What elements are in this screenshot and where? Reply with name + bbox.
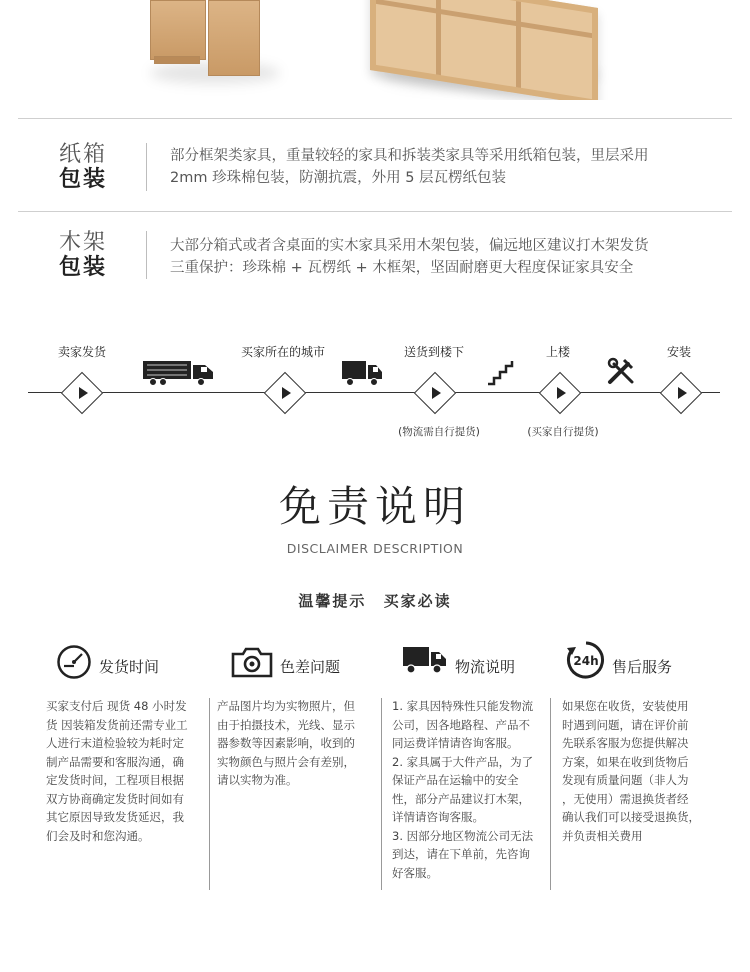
step-seller-ship: 卖家发货 xyxy=(57,345,106,359)
delivery-truck-icon xyxy=(403,645,447,675)
text-line: 产品图片均为实物照片，但 xyxy=(217,699,355,713)
text-line: 们会及时和您沟通。 xyxy=(46,828,150,843)
tools-icon xyxy=(606,356,636,386)
text-line: 由于拍摄技术，光线、显示 xyxy=(217,717,355,732)
column-heading-shipping-time: 发货时间 xyxy=(99,658,160,676)
reminder-text: 温馨提示 买家必读 xyxy=(298,592,452,610)
text-line: 制产品需要和客服沟通，确 xyxy=(46,754,184,769)
stairs-icon xyxy=(486,360,516,386)
play-icon xyxy=(79,387,88,399)
text-line: 如果您在收货，安装使用 xyxy=(562,699,689,713)
disclaimer-subtitle: DISCLAIMER DESCRIPTION xyxy=(286,541,464,556)
divider-line xyxy=(18,211,732,212)
wood-packing-description xyxy=(170,235,718,279)
clock-icon xyxy=(56,644,92,680)
24h-service-icon xyxy=(566,640,606,680)
text-line: 请以实物为准。 xyxy=(217,773,298,787)
text-line: 公司，因各地路程、产品不 xyxy=(392,717,530,732)
text-line: 确认我们可以接受退换货， xyxy=(562,810,700,824)
wood-title-line1: 木架 xyxy=(58,230,107,255)
column-heading-logistics: 物流说明 xyxy=(455,658,516,676)
text-line: 2. 家具属于大件产品，为了 xyxy=(392,754,534,769)
play-icon xyxy=(678,387,687,399)
text-line: 保证产品在运输中的安全 xyxy=(392,773,519,787)
carton-title-line2: 包装 xyxy=(58,167,107,192)
step-buyer-city: 买家所在的城市 xyxy=(240,345,325,359)
play-icon xyxy=(432,387,441,399)
text-line: 双方协商确定发货时间如有 xyxy=(46,791,184,806)
wood-frame-packing-title xyxy=(50,230,116,280)
text-line: 方案，如果在收到货物后 xyxy=(562,754,689,769)
text-line: 到达，请在下单前，先咨询 xyxy=(392,847,530,861)
text-line: 货 因装箱发货前还需专业工 xyxy=(46,717,188,732)
24h-label: 24h xyxy=(573,654,599,668)
step-downstairs-delivery: 送货到楼下 xyxy=(403,345,464,359)
camera-icon xyxy=(231,646,273,678)
text-line: 1. 家具因特殊性只能发物流 xyxy=(392,699,534,713)
packaging-photo xyxy=(0,0,750,100)
step-upstairs: 上楼 xyxy=(545,345,570,359)
text-line: 好客服。 xyxy=(392,865,438,880)
text-line: 发现有质量问题（非人为 xyxy=(562,773,689,787)
carton-packing-title xyxy=(50,142,116,192)
text-line: 器参数等因素影响，收到的 xyxy=(217,736,355,750)
text-line: ，无使用）需退换货者经 xyxy=(562,791,689,806)
logistics-text xyxy=(392,697,550,882)
note-buyer-pickup: (买家自行提货) xyxy=(527,426,599,438)
text-line: 先联系客服为您提供解决 xyxy=(562,736,689,750)
disclaimer-title: 免责说明 xyxy=(278,482,471,531)
column-heading-color-difference: 色差问题 xyxy=(280,658,341,676)
wood-title-line2: 包装 xyxy=(58,255,107,280)
color-difference-text xyxy=(217,697,375,790)
after-sales-text xyxy=(562,697,722,845)
column-divider xyxy=(550,698,551,890)
timeline-line xyxy=(28,392,720,393)
text-line: 并负责相关费用 xyxy=(562,828,643,843)
column-divider xyxy=(381,698,382,890)
text-line: 性，部分产品建议打木架， xyxy=(392,791,530,806)
text-line: 买家支付后 现货 48 小时发 xyxy=(46,699,187,713)
text-line: 实物颜色与照片会有差别， xyxy=(217,754,355,769)
text-line: 定发货时间，工程项目根据 xyxy=(46,773,184,787)
text-line: 同运费详情请咨询客服。 xyxy=(392,736,519,750)
wood-desc-line: 大部分箱式或者含桌面的实木家具采用木架包装，偏远地区建议打木架发货 xyxy=(170,238,649,254)
note-logistics-pickup: (物流需自行提货) xyxy=(398,426,480,438)
shipping-time-text xyxy=(46,697,204,845)
vertical-divider xyxy=(146,143,147,191)
text-line: 其它原因导致发货延迟，我 xyxy=(46,810,184,824)
van-icon xyxy=(342,359,384,387)
play-icon xyxy=(557,387,566,399)
wood-desc-line: 三重保护：珍珠棉 + 瓦楞纸 + 木框架，坚固耐磨更大程度保证家具安全 xyxy=(170,260,634,276)
column-divider xyxy=(209,698,210,890)
carton-desc-line: 部分框架类家具，重量较轻的家具和拆装类家具等采用纸箱包装，里层采用 xyxy=(170,148,649,164)
text-line: 时遇到问题，请在评价前 xyxy=(562,717,689,732)
text-line: 3. 因部分地区物流公司无法 xyxy=(392,828,534,843)
divider-line xyxy=(18,118,732,119)
play-icon xyxy=(282,387,291,399)
text-line: 详情请咨询客服。 xyxy=(392,810,484,824)
truck-icon xyxy=(143,359,215,387)
vertical-divider xyxy=(146,231,147,279)
step-install: 安装 xyxy=(666,345,691,359)
text-line: 人进行末道检验较为耗时定 xyxy=(46,736,184,750)
column-heading-after-sales: 售后服务 xyxy=(612,658,673,676)
carton-packing-description xyxy=(170,145,718,189)
carton-desc-line: 2mm 珍珠棉包装，防潮抗震，外用 5 层瓦楞纸包装 xyxy=(170,170,507,186)
carton-title-line1: 纸箱 xyxy=(58,142,107,167)
